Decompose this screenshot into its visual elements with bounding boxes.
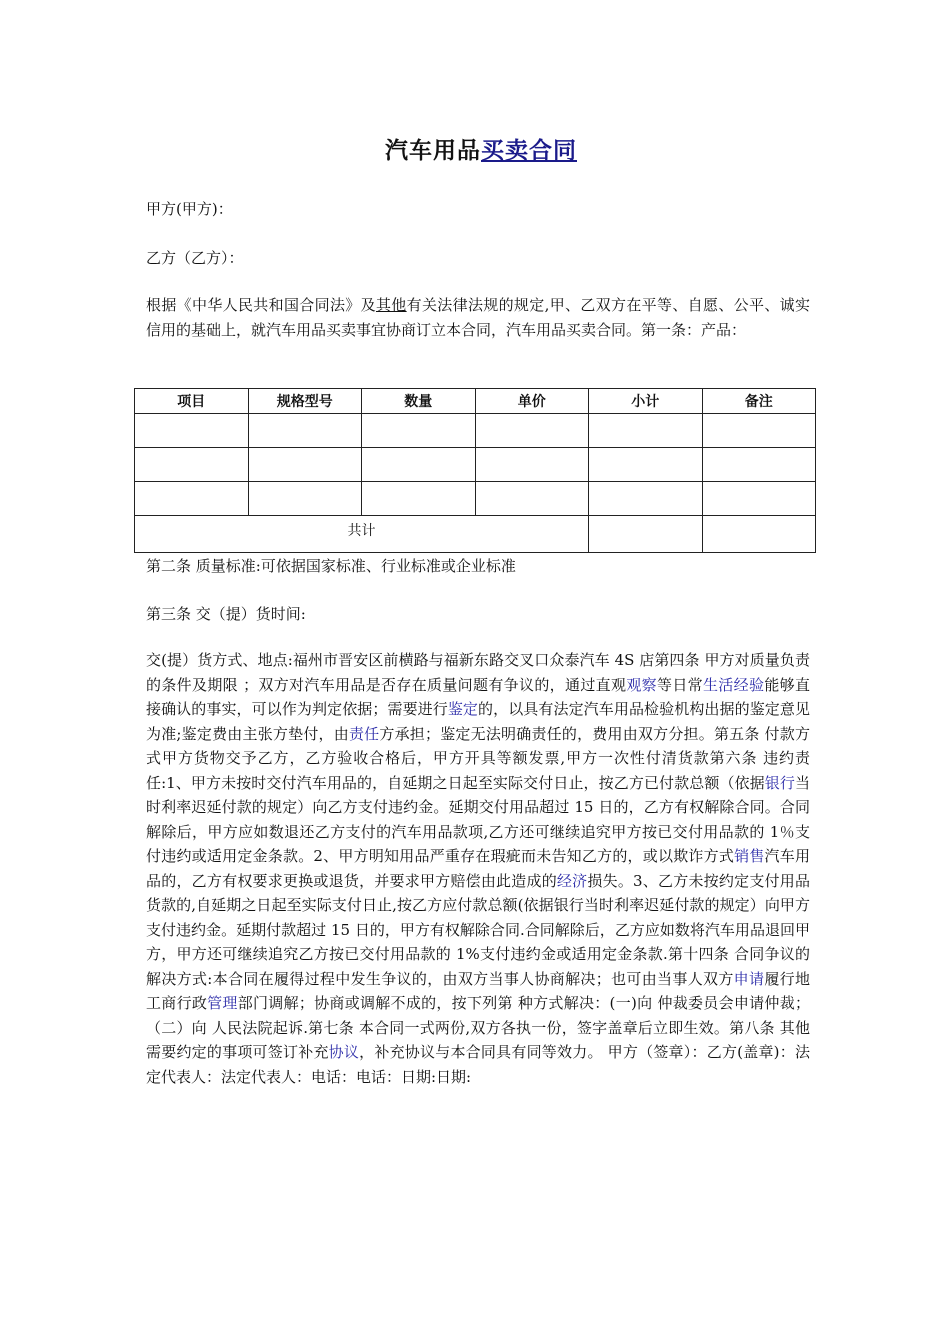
intro-text-1: 根据《中华人民共和国合同法》及	[146, 296, 376, 314]
table-cell	[248, 448, 362, 482]
intro-paragraph	[146, 293, 810, 342]
total-subtotal-cell	[589, 516, 703, 553]
table-cell	[362, 482, 476, 516]
title-plain: 汽车用品	[385, 138, 481, 164]
intro-link-other[interactable]: 其他	[375, 296, 407, 314]
party-b-line: 乙方（乙方）：	[146, 249, 244, 267]
link-apply[interactable]: 申请	[733, 969, 765, 988]
link-responsibility[interactable]: 责任	[348, 724, 380, 743]
table-header-row	[135, 389, 816, 414]
body-text: 交(提）货方式、地点:福州市晋安区前横路与福新东路交叉口众泰汽车 4S 店第四条 甲方对质量负责的条件及期限 ；双方对汽车用品是否存在质量问题有争议的，通过直观	[146, 651, 810, 694]
body-text: 当时利率迟延付款的规定）向乙方支付违约金。延期交付用品超过 15 日的，乙方有权解除合同。合同解除后，甲方应如数退还乙方支付的汽车用品款项,乙方还可继续追究甲方按已交付用品款的 1％支付违约或适用定金条款。2、甲方明知用品严重存在瑕疵而未告知乙方的，或以欺诈方式	[146, 773, 810, 865]
body-text: 等日常	[656, 675, 703, 694]
table-cell	[248, 414, 362, 448]
link-agreement[interactable]: 协议	[328, 1043, 360, 1061]
col-header-item: 项目	[135, 389, 249, 414]
col-header-qty: 数量	[362, 389, 476, 414]
title-link[interactable]: 买卖合同	[481, 138, 577, 164]
body-text: 汽车用品的，乙方有权要求更换或退货，并要求甲方赔偿由此造成的	[146, 847, 810, 890]
total-label: 共计	[135, 516, 589, 553]
link-appraisal[interactable]: 鉴定	[447, 700, 479, 718]
table-cell	[589, 414, 703, 448]
table-cell	[248, 482, 362, 516]
body-text: 部门调解；协商或调解不成的，按下列第 种方式解决：(一)向 仲裁委员会申请仲裁；（二）向 人民法院起诉.第七条 本合同一式两份,双方各执一份，签字盖章后立即生效。第八条 其他需要约定的事项可签订补充	[146, 994, 810, 1061]
table-cell	[135, 448, 249, 482]
table-cell	[135, 482, 249, 516]
table-total-row	[135, 516, 816, 553]
link-observe[interactable]: 观察	[626, 675, 657, 694]
table-cell	[702, 414, 816, 448]
table-row	[135, 448, 816, 482]
article-3: 第三条 交（提）货时间:	[146, 605, 306, 623]
table-cell	[589, 448, 703, 482]
body-text: 损失。3、乙方未按约定支付用品货款的,自延期之日起至实际支付日止,按乙方应付款总额(依据银行当时利率迟延付款的规定）向甲方支付违约金。延期付款超过 15 日的，甲方有权解除合同.合同解除后，乙方应如数将汽车用品退回甲方，甲方还可继续追究乙方按已交付用品款的 1%支付违约金或适用定金条款.第十四条 合同争议的解决方式:本合同在履得过程中发生争议的，由双方当事人协商解决；也可由当事人双方	[146, 871, 810, 988]
article-2: 第二条 质量标准:可依据国家标准、行业标准或企业标准	[146, 557, 516, 575]
table-cell	[362, 448, 476, 482]
party-a-line: 甲方(甲方)：	[146, 200, 233, 218]
col-header-price: 单价	[475, 389, 589, 414]
total-remark-cell	[702, 516, 816, 553]
link-sales[interactable]: 销售	[734, 847, 765, 865]
table-cell	[589, 482, 703, 516]
product-table	[134, 388, 816, 553]
table-cell	[135, 414, 249, 448]
body-text: 能够直接确认的事实，可以作为判定依据；需要进行	[146, 675, 810, 718]
table-cell	[475, 448, 589, 482]
body-text: 履行地工商行政	[146, 969, 810, 1012]
col-header-spec: 规格型号	[248, 389, 362, 414]
table-cell	[702, 482, 816, 516]
table-row	[135, 482, 816, 516]
table-cell	[702, 448, 816, 482]
intro-text-2: 有关法律法规的规定,甲、乙双方在平等、自愿、公平、诚实信用的基础上，就汽车用品买卖事宜协商订立本合同，汽车用品买卖合同。第一条：产品：	[146, 296, 810, 339]
link-economy[interactable]: 经济	[556, 871, 588, 890]
contract-body	[146, 648, 810, 1089]
contract-title	[146, 132, 816, 165]
col-header-remark: 备注	[702, 389, 816, 414]
body-text: ，补充协议与本合同具有同等效力。 甲方（签章）：乙方(盖章)：法定代表人：法定代表人：电话：电话：日期:日期:	[146, 1043, 810, 1086]
body-text: 方承担；鉴定无法明确责任的，费用由双方分担。第五条 付款方式甲方货物交予乙方，乙方验收合格后，甲方开具等额发票,甲方一次性付清货款第六条 违约责任:1、甲方未按时交付汽车用品的，自延期之日起至实际交付日止，按乙方已付款总额（依据	[146, 724, 810, 792]
table-row	[135, 414, 816, 448]
table-cell	[475, 482, 589, 516]
link-life-experience[interactable]: 生活经验	[702, 675, 765, 694]
link-management[interactable]: 管理	[207, 994, 238, 1012]
link-bank[interactable]: 银行	[764, 773, 795, 792]
table-cell	[475, 414, 589, 448]
table-cell	[362, 414, 476, 448]
col-header-subtotal: 小计	[589, 389, 703, 414]
body-text: 的，以具有法定汽车用品检验机构出据的鉴定意见为准;鉴定费由主张方垫付，由	[146, 700, 810, 743]
